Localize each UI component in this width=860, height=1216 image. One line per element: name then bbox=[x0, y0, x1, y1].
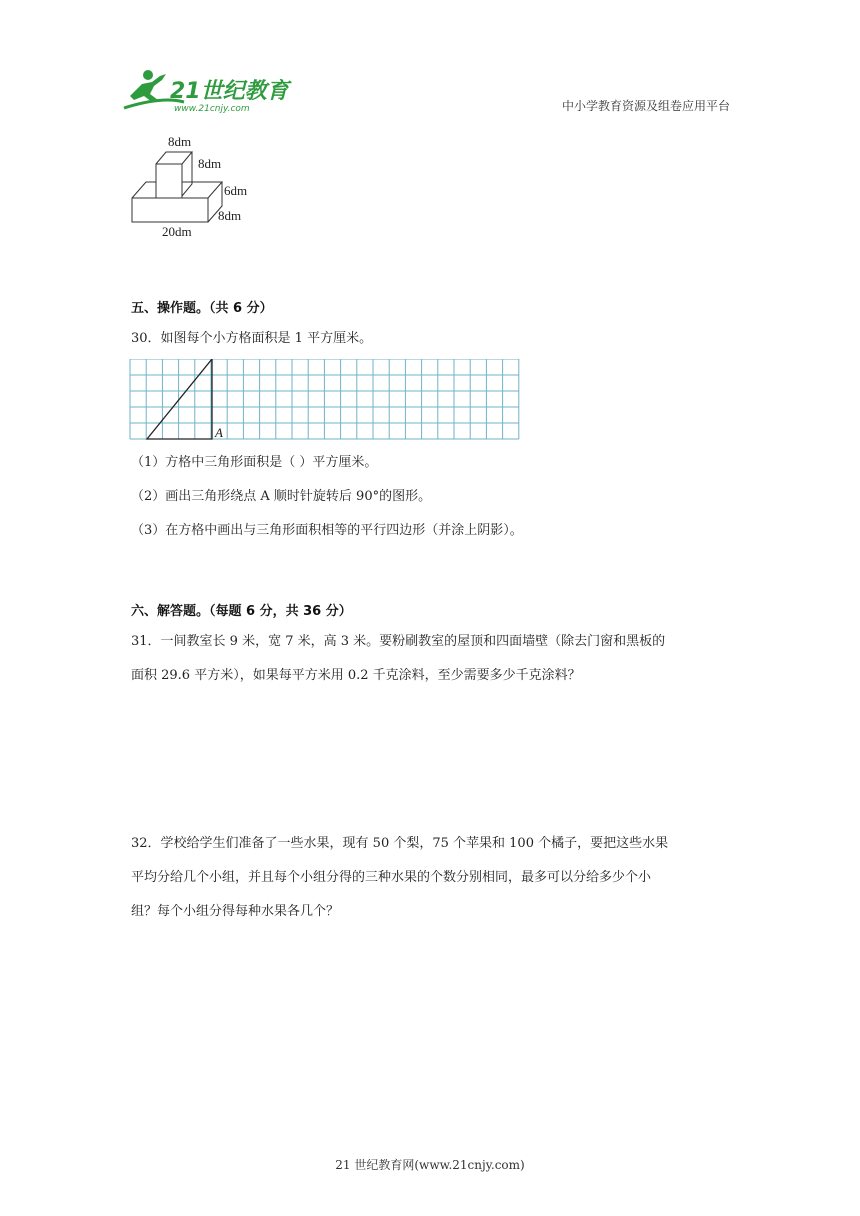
q31-line2: 面积 29.6 平方米），如果每平方米用 0.2 千克涂料，至少需要多少千克涂料？ bbox=[131, 668, 581, 683]
label-top-width: 8dm bbox=[168, 134, 192, 149]
solid-figure bbox=[126, 132, 266, 242]
logo-url: www.21cnjy.com bbox=[174, 104, 250, 114]
grid-lines bbox=[130, 359, 519, 439]
footer-text: 21 世纪教育网(www.21cnjy.com) bbox=[335, 1158, 525, 1172]
q30-sub3: （3）在方格中画出与三角形面积相等的平行四边形（并涂上阴影）。 bbox=[131, 523, 523, 538]
q31-line1: 31．一间教室长 9 米，宽 7 米，高 3 米。要粉刷教室的屋顶和四面墙壁（除去门窗和黑板的 bbox=[131, 634, 666, 649]
q30-stem: 30．如图每个小方格面积是 1 平方厘米。 bbox=[131, 331, 373, 346]
q30-sub1: （1）方格中三角形面积是（ ）平方厘米。 bbox=[131, 455, 378, 470]
q32-line3: 组？每个小组分得每种水果各几个？ bbox=[131, 904, 340, 919]
label-base-length: 20dm bbox=[162, 224, 192, 239]
section-6-title: 六、解答题。（每题 6 分，共 36 分） bbox=[131, 604, 352, 619]
triangle-shape bbox=[147, 359, 212, 439]
grid-figure bbox=[129, 359, 523, 441]
logo bbox=[122, 66, 292, 116]
q30-sub2: （2）画出三角形绕点 A 顺时针旋转后 90°的图形。 bbox=[131, 489, 432, 504]
point-a-label: A bbox=[215, 425, 223, 440]
section-5-title: 五、操作题。（共 6 分） bbox=[131, 301, 273, 316]
label-top-height: 8dm bbox=[198, 156, 222, 171]
label-base-height: 6dm bbox=[224, 183, 248, 198]
runner-icon bbox=[143, 70, 153, 80]
label-base-depth: 8dm bbox=[218, 208, 242, 223]
platform-name: 中小学教育资源及组卷应用平台 bbox=[561, 99, 730, 113]
q32-line1: 32．学校给学生们准备了一些水果，现有 50 个梨，75 个苹果和 100 个橘子，要把这些水果 bbox=[131, 836, 669, 851]
logo-text: 21世纪教育 bbox=[170, 79, 289, 104]
q32-line2: 平均分给几个小组，并且每个小组分得的三种水果的个数分别相同，最多可以分给多少个小 bbox=[131, 870, 652, 885]
